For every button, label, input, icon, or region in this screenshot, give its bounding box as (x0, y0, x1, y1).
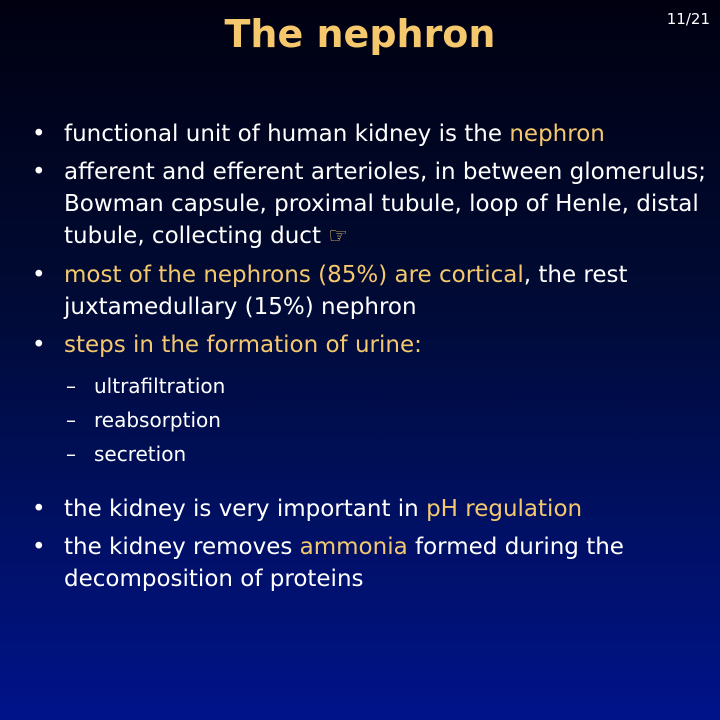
highlight-nephron: nephron (509, 121, 605, 147)
highlight-ph-regulation: pH regulation (426, 496, 583, 522)
slide-title: The nephron (224, 12, 496, 56)
step-item: – reabsorption (66, 403, 706, 437)
bullet-cortical (26, 259, 706, 323)
pointing-hand-icon: ☞ (328, 224, 349, 249)
highlight-urine-steps: steps in the formation of urine: (64, 332, 422, 358)
bullet-text: , the rest juxtamedullary (15%) nephron (64, 262, 628, 320)
bullet-text: formed during the decomposition of proteins (64, 534, 624, 592)
bullet-text: the kidney is very important in (64, 496, 427, 522)
bullet-list (26, 118, 706, 601)
bullet-ph-regulation (26, 493, 706, 525)
highlight-cortical: most of the nephrons (85%) are cortical (64, 262, 524, 288)
step-item: – ultrafiltration (66, 369, 706, 403)
bullet-text: the kidney removes (64, 534, 300, 560)
step-item: – secretion (66, 437, 706, 471)
urine-steps-list (66, 369, 706, 471)
bullet-text: afferent and efferent arterioles, in between glomerulus; Bowman capsule, proximal tubule, loop of Henle, distal tubule, collecting duct (64, 159, 707, 249)
bullet-nephron-parts (26, 156, 706, 253)
bullet-text: functional unit of human kidney is the (64, 121, 510, 147)
bullet-ammonia (26, 531, 706, 595)
bullet-urine-steps (26, 329, 706, 361)
page-number: 11/21 (666, 10, 710, 28)
bullet-functional-unit (26, 118, 706, 150)
highlight-ammonia: ammonia (299, 534, 408, 560)
